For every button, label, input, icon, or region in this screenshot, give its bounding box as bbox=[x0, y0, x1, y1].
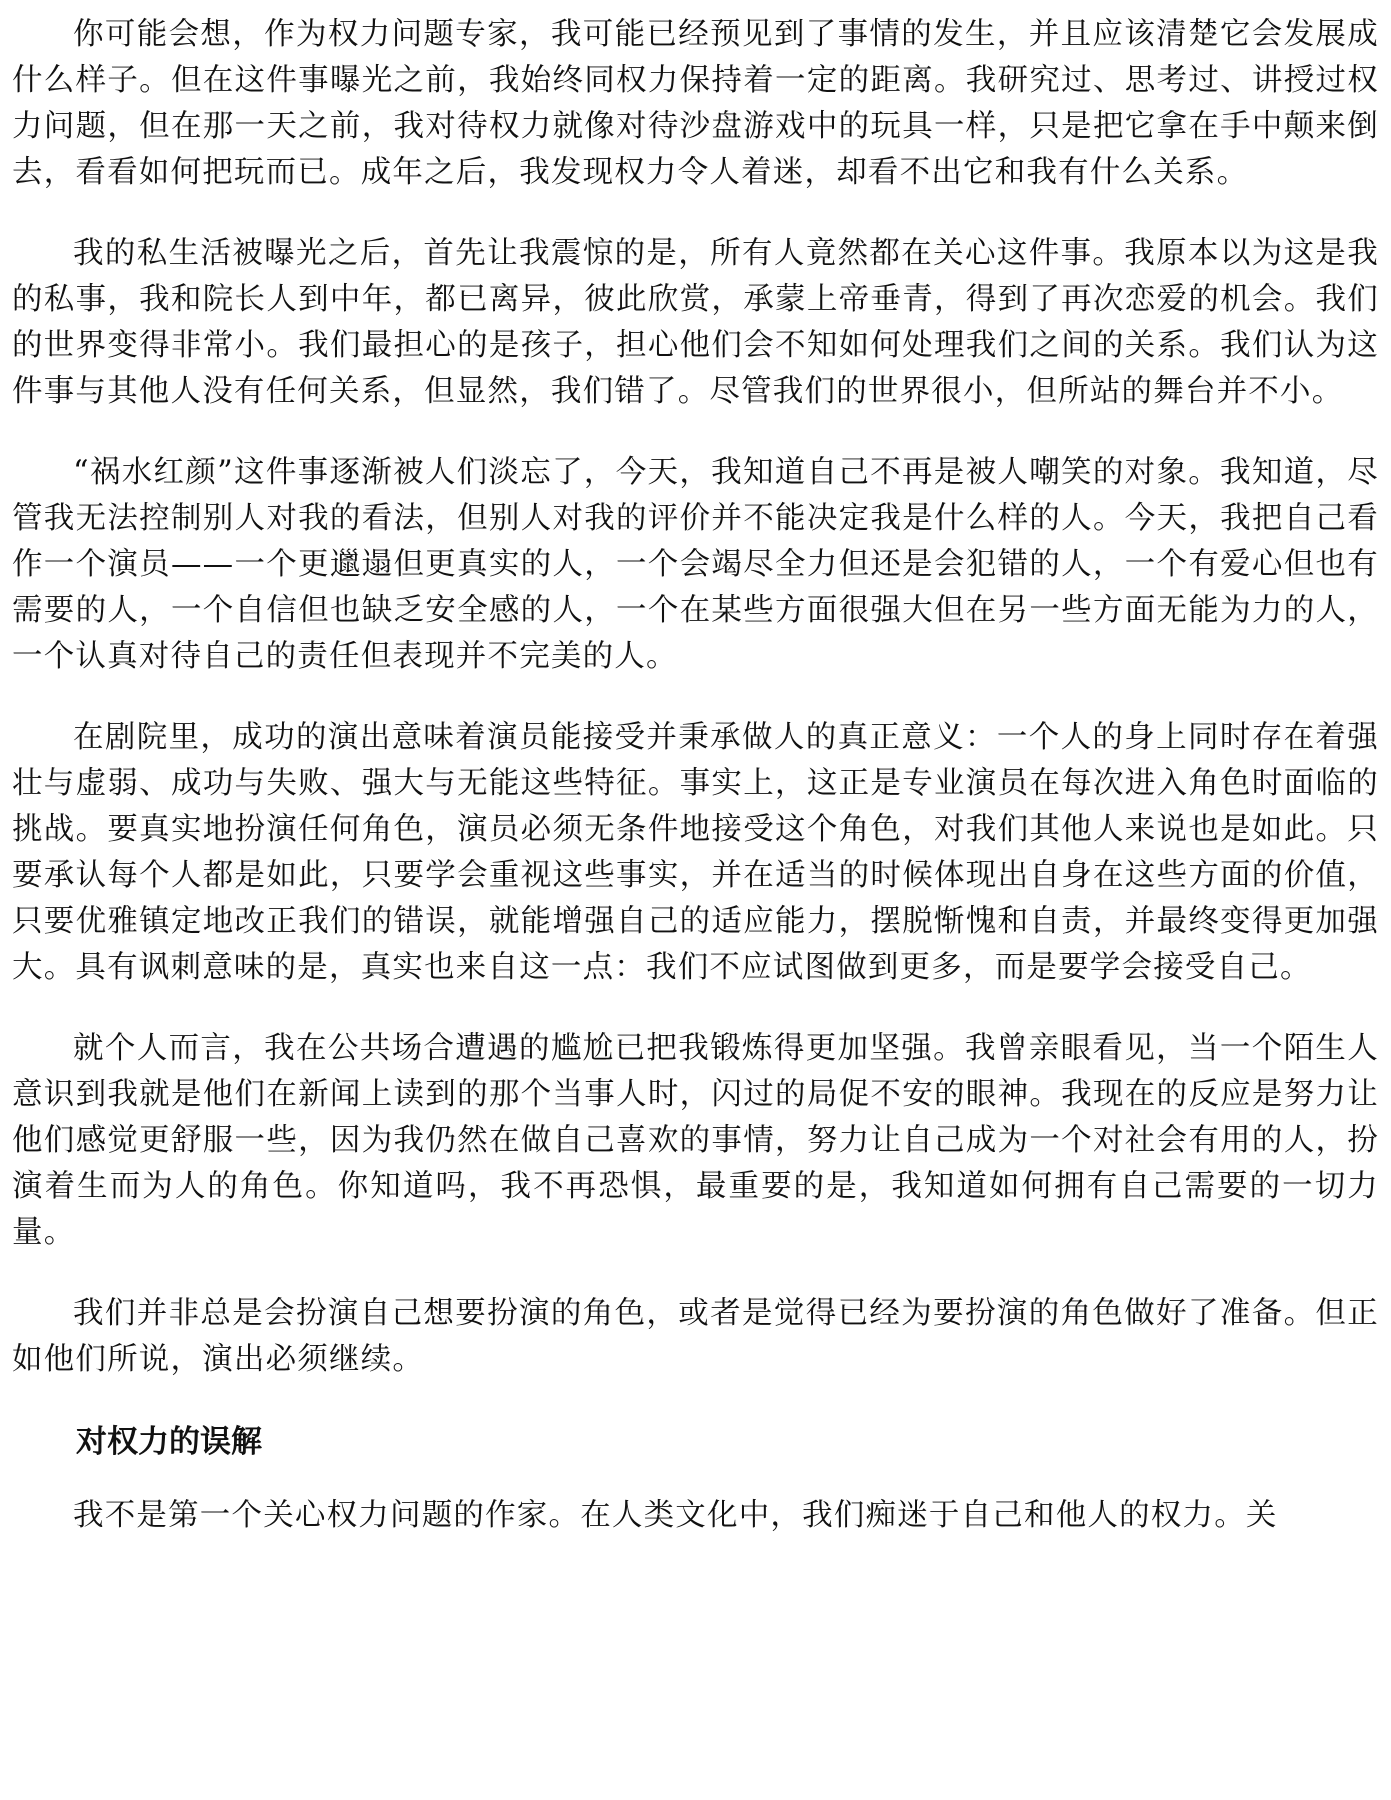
document-page bbox=[12, 0, 1379, 1539]
section-heading: 对权力的误解 bbox=[76, 1424, 262, 1460]
paragraph: 你可能会想，作为权力问题专家，我可能已经预见到了事情的发生，并且应该清楚它会发展成什么样子。但在这件事曝光之前，我始终同权力保持着一定的距离。我研究过、思考过、讲授过权力问题，但在那一天之前，我对待权力就像对待沙盘游戏中的玩具一样，只是把它拿在手中颠来倒去，看看如何把玩而已。成年之后，我发现权力令人着迷，却看不出它和我有什么关系。 bbox=[12, 17, 1379, 190]
paragraph: “祸水红颜”这件事逐渐被人们淡忘了，今天，我知道自己不再是被人嘲笑的对象。我知道，尽管我无法控制别人对我的看法，但别人对我的评价并不能决定我是什么样的人。今天，我把自己看作一个演员——一个更邋遢但更真实的人，一个会竭尽全力但还是会犯错的人，一个有爱心但也有需要的人，一个自信但也缺乏安全感的人，一个在某些方面很强大但在另一些方面无能为力的人，一个认真对待自己的责任但表现并不完美的人。 bbox=[12, 455, 1379, 674]
paragraph: 就个人而言，我在公共场合遭遇的尴尬已把我锻炼得更加坚强。我曾亲眼看见，当一个陌生人意识到我就是他们在新闻上读到的那个当事人时，闪过的局促不安的眼神。我现在的反应是努力让他们感觉更舒服一些，因为我仍然在做自己喜欢的事情，努力让自己成为一个对社会有用的人，扮演着生而为人的角色。你知道吗，我不再恐惧，最重要的是，我知道如何拥有自己需要的一切力量。 bbox=[12, 1031, 1379, 1250]
paragraph: 我们并非总是会扮演自己想要扮演的角色，或者是觉得已经为要扮演的角色做好了准备。但正如他们所说，演出必须继续。 bbox=[12, 1296, 1379, 1377]
paragraph: 我不是第一个关心权力问题的作家。在人类文化中，我们痴迷于自己和他人的权力。关 bbox=[73, 1498, 1278, 1533]
paragraph: 在剧院里，成功的演出意味着演员能接受并秉承做人的真正意义：一个人的身上同时存在着强壮与虚弱、成功与失败、强大与无能这些特征。事实上，这正是专业演员在每次进入角色时面临的挑战。要真实地扮演任何角色，演员必须无条件地接受这个角色，对我们其他人来说也是如此。只要承认每个人都是如此，只要学会重视这些事实，并在适当的时候体现出自身在这些方面的价值，只要优雅镇定地改正我们的错误，就能增强自己的适应能力，摆脱惭愧和自责，并最终变得更加强大。具有讽刺意味的是，真实也来自这一点：我们不应试图做到更多，而是要学会接受自己。 bbox=[12, 720, 1379, 985]
paragraph: 我的私生活被曝光之后，首先让我震惊的是，所有人竟然都在关心这件事。我原本以为这是我的私事，我和院长人到中年，都已离异，彼此欣赏，承蒙上帝垂青，得到了再次恋爱的机会。我们的世界变得非常小。我们最担心的是孩子，担心他们会不知如何处理我们之间的关系。我们认为这件事与其他人没有任何关系，但显然，我们错了。尽管我们的世界很小，但所站的舞台并不小。 bbox=[12, 236, 1379, 409]
